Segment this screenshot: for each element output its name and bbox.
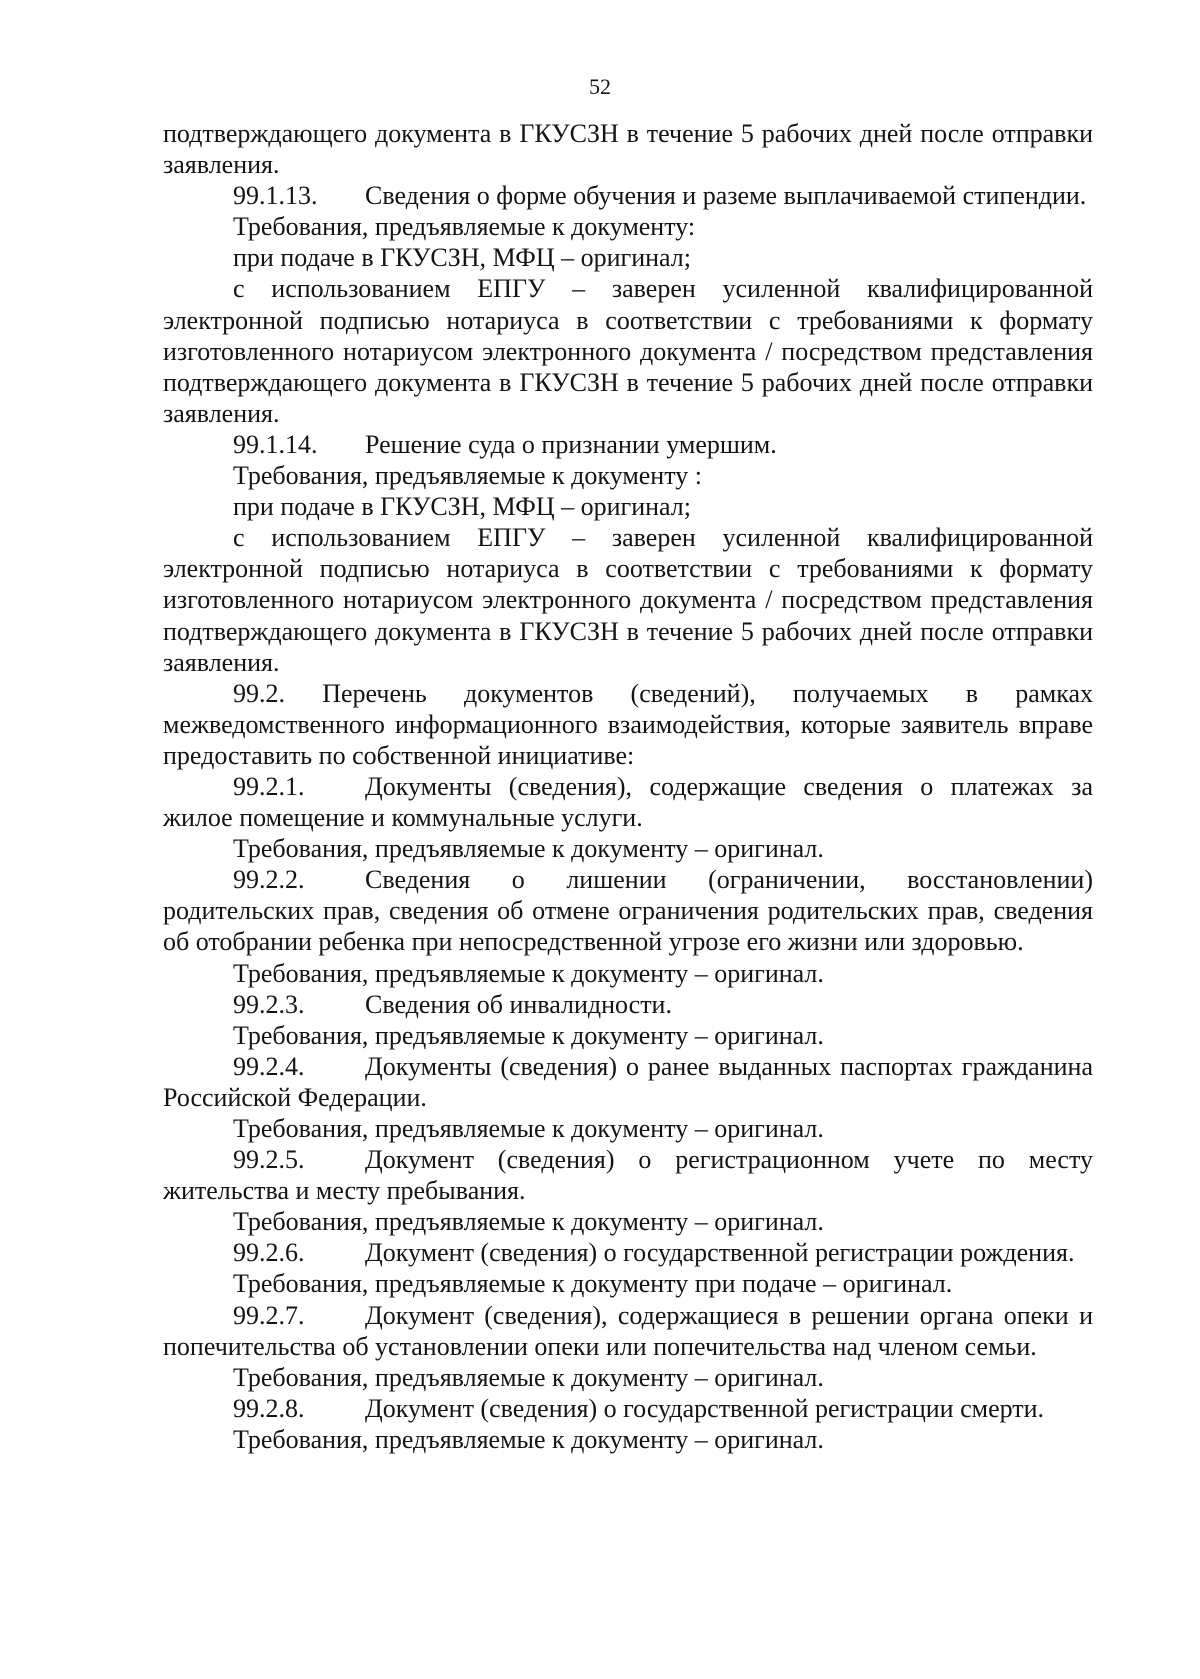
paragraph [163, 118, 1093, 180]
paragraph-text: Сведения об инвалидности. [365, 989, 672, 1019]
paragraph-text: при подаче в ГКУСЗН, МФЦ – оригинал; [233, 243, 691, 273]
paragraph [163, 678, 1093, 771]
clause-number: 99.2.1. [233, 771, 305, 801]
paragraph [163, 1424, 1093, 1455]
paragraph [163, 771, 1093, 833]
clause-number: 99.2.5. [233, 1145, 305, 1175]
paragraph-text: Сведения о форме обучения и раземе выплачиваемой стипендии. [365, 181, 1087, 211]
paragraph-text: Документ (сведения), содержащиеся в решении органа опеки и попечительства об установлении опеки или попечительства над членом семьи. [163, 1300, 1093, 1361]
clause-number: 99.2.4. [233, 1051, 305, 1081]
clause-number: 99.1.14. [233, 429, 318, 459]
paragraph [163, 1237, 1093, 1268]
paragraph-text: подтверждающего документа в ГКУСЗН в течение 5 рабочих дней после отправки заявления. [163, 119, 1093, 180]
page-number: 52 [589, 74, 611, 99]
clause-number: 99.2.6. [233, 1238, 305, 1268]
paragraph-text: Документ (сведения) о государственной регистрации смерти. [365, 1393, 1045, 1423]
document-body [163, 118, 1093, 1455]
paragraph-text: Документы (сведения), содержащие сведения о платежах за жилое помещение и коммунальные услуги. [163, 771, 1093, 833]
paragraph [163, 273, 1093, 428]
paragraph-text: с использованием ЕПГУ – заверен усиленной квалифицированной электронной подписью нотариуса в соответствии с требованиями к формату изготовленного нотариусом электронного документа / посредством представления подтверждающего документа в ГКУСЗН в течение 5 рабочих дней после отправки заявления. [163, 274, 1093, 428]
paragraph [163, 1393, 1093, 1424]
paragraph [163, 460, 1093, 491]
paragraph [163, 1113, 1093, 1144]
paragraph-text: Документы (сведения) о ранее выданных паспортах гражданина Российской Федерации. [163, 1051, 1093, 1112]
paragraph [163, 1268, 1093, 1299]
paragraph-text: Требования, предъявляемые к документу при подаче – оригинал. [233, 1269, 953, 1299]
paragraph-text: Документ (сведения) о государственной регистрации рождения. [365, 1238, 1075, 1268]
paragraph-text: Требования, предъявляемые к документу : [233, 461, 702, 491]
paragraph-text: Документ (сведения) о регистрационном учете по месту жительства и месту пребывания. [163, 1145, 1093, 1206]
paragraph [163, 989, 1093, 1020]
paragraph [163, 491, 1093, 522]
paragraph-text: Требования, предъявляемые к документу: [233, 212, 696, 242]
paragraph [163, 429, 1093, 460]
paragraph-text: Требования, предъявляемые к документу – оригинал. [233, 1020, 824, 1050]
paragraph [163, 1144, 1093, 1206]
clause-number: 99.2.7. [233, 1300, 305, 1330]
paragraph-text: Требования, предъявляемые к документу – оригинал. [233, 1424, 824, 1454]
clause-number: 99.2.8. [233, 1393, 305, 1423]
paragraph-text: Сведения о лишении (ограничении, восстановлении) родительских прав, сведения об отмене ограничения родительских прав, сведения об отобрании ребенка при непосредственной угрозе его жизни или здоровью. [163, 865, 1093, 957]
paragraph [163, 1206, 1093, 1237]
paragraph [163, 211, 1093, 242]
paragraph-text: Требования, предъявляемые к документу – оригинал. [233, 1114, 824, 1143]
paragraph-text: Требования, предъявляемые к документу – оригинал. [233, 1362, 824, 1392]
paragraph [163, 958, 1093, 989]
paragraph-text: Решение суда о признании умершим. [365, 429, 777, 459]
paragraph-text: при подаче в ГКУСЗН, МФЦ – оригинал; [233, 492, 691, 522]
paragraph-text: Требования, предъявляемые к документу – оригинал. [233, 1207, 824, 1237]
paragraph [163, 1300, 1093, 1362]
paragraph-text: Требования, предъявляемые к документу – оригинал. [233, 958, 824, 988]
paragraph [163, 522, 1093, 677]
paragraph [163, 180, 1093, 211]
paragraph-text: 99.2. Перечень документов (сведений), получаемых в рамках межведомственного информационного взаимодействия, которые заявитель вправе предоставить по собственной инициативе: [163, 678, 1093, 770]
paragraph-text: с использованием ЕПГУ – заверен усиленной квалифицированной электронной подписью нотариуса в соответствии с требованиями к формату изготовленного нотариусом электронного документа / посредством представления подтверждающего документа в ГКУСЗН в течение 5 рабочих дней после отправки заявления. [163, 523, 1093, 677]
clause-number: 99.1.13. [233, 181, 318, 211]
paragraph [163, 1020, 1093, 1051]
paragraph [163, 242, 1093, 273]
paragraph [163, 1362, 1093, 1393]
clause-number: 99.2.3. [233, 989, 305, 1019]
paragraph [163, 1051, 1093, 1113]
paragraph [163, 864, 1093, 957]
clause-number: 99.2.2. [233, 865, 305, 895]
paragraph [163, 833, 1093, 864]
paragraph-text: Требования, предъявляемые к документу – оригинал. [233, 834, 824, 864]
